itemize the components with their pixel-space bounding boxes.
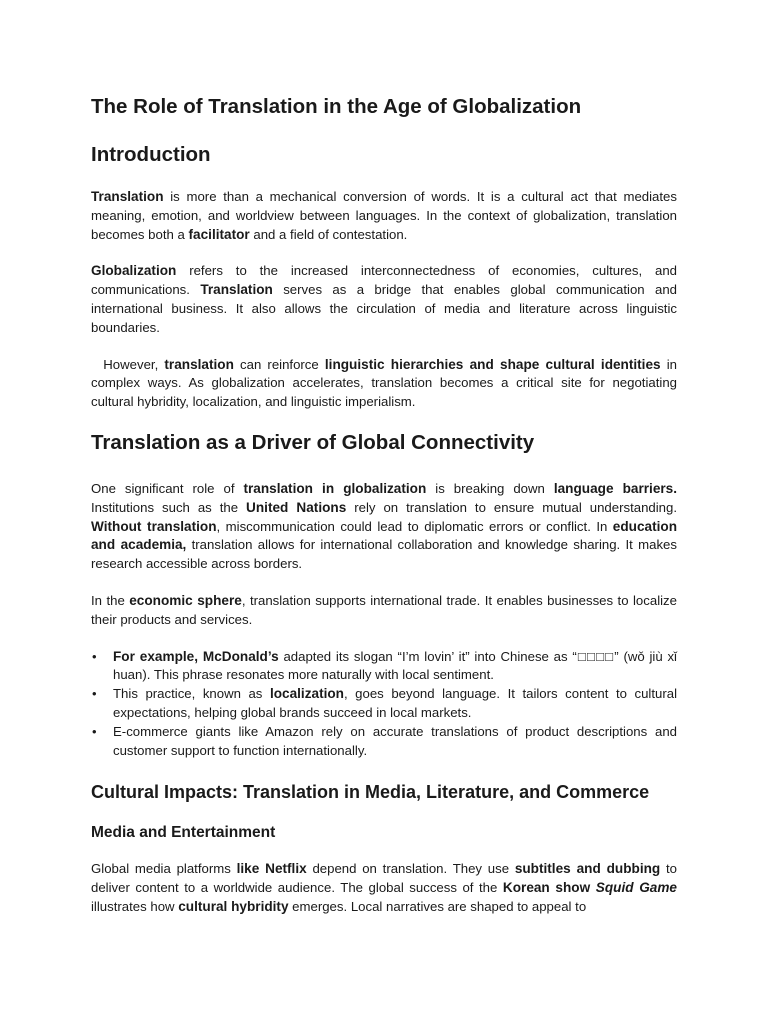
subheading-media-entertainment: Media and Entertainment [91,824,276,842]
paragraph-text: can reinforce [233,356,325,372]
bold-term: language barriers. [553,480,678,496]
bold-term: cultural hybridity [178,898,289,914]
bullet-icon: • [92,723,97,739]
list-item [92,685,677,723]
bold-term: translation [164,356,234,372]
list-item-text: E-commerce giants like Amazon rely on accurate translations of product descriptions and customer support to function internationally. [113,723,677,758]
section1-paragraph-1 [91,480,677,574]
bold-term: subtitles and dubbing [514,861,661,877]
bold-term: linguistic hierarchies and shape cultural identities [324,356,661,372]
list-item [92,648,677,686]
list-item [92,723,677,761]
paragraph-text: However, [91,356,165,372]
paragraph-text: is breaking down [426,480,554,496]
section2-paragraph-1 [91,860,677,916]
document-title: The Role of Translation in the Age of Globalization [91,95,582,118]
paragraph-text: in complex ways. As globalization accelerates, translation becomes a critical site for negotiating cultural hybridity, localization, and linguistic imperialism. [91,356,677,410]
paragraph-text: , miscommunication could lead to diplomatic errors or conflict. In [216,518,613,534]
paragraph-text: to deliver content to a worldwide audience. The global success of the [91,861,677,896]
section-heading-cultural-impacts: Cultural Impacts: Translation in Media, Literature, and Commerce [91,782,650,803]
paragraph-text: refers to the increased interconnectedness of economies, cultures, and communications. [91,263,677,298]
bold-term: localization [269,686,344,702]
paragraph-text: In the [91,592,130,608]
section1-paragraph-2 [91,592,677,630]
intro-paragraph-3 [91,356,677,412]
paragraph-text: , translation supports international trade. It enables businesses to localize their products and services. [91,592,677,627]
bold-term: Korean show [502,880,596,896]
bold-term: facilitator [188,226,250,242]
bold-term: Translation [200,282,273,298]
bold-term: For example, McDonald’s [113,648,279,664]
bullet-list [91,648,677,761]
intro-paragraph-1 [91,188,677,244]
bold-italic-term [596,880,677,895]
list-item-text: This practice, known as [113,686,270,702]
section-heading-global-connectivity: Translation as a Driver of Global Connectivity [91,430,535,454]
paragraph-text: and a field of contestation. [249,226,408,242]
paragraph-text: depend on translation. They use [306,861,515,877]
bold-term: Without translation [91,518,217,534]
paragraph-text: is more than a mechanical conversion of words. It is a cultural act that mediates meaning, emotion, and worldview between languages. In the context of globalization, translation becomes both a [91,189,677,242]
paragraph-text: Institutions such as the [91,499,247,515]
bold-term: like Netflix [236,861,307,877]
bold-term: translation in globalization [243,480,427,496]
bullet-icon: • [92,648,97,664]
bold-term: Globalization [91,263,177,279]
document-body [91,94,677,935]
list-item-text: , goes beyond language. It tailors content to cultural expectations, helping global brands succeed in local markets. [113,686,677,720]
show-title: Squid Game [595,880,677,896]
paragraph-text: emerges. Local narratives are shaped to appeal to [288,898,587,914]
introduction-heading: Introduction [91,143,211,166]
paragraph-text: One significant role of [91,480,244,496]
paragraph-text: rely on translation to ensure mutual understanding. [346,499,677,515]
bold-term: education and academia, [91,518,677,553]
paragraph-text: translation allows for international collaboration and knowledge sharing. It makes research accessible across borders. [91,537,677,572]
bullet-icon: • [92,686,97,702]
paragraph-text: Global media platforms [91,861,237,877]
paragraph-text: serves as a bridge that enables global communication and international business. It also allows the circulation of media and literature across linguistic boundaries. [91,282,678,335]
bold-term: Translation [91,189,164,204]
list-item-text: adapted its slogan “I’m lovin’ it” into Chinese as “□□□□” (wǒ jiù xǐ huan). This phrase resonates more naturally with local sentiment. [113,648,677,683]
intro-paragraph-2 [91,262,677,337]
bold-term: United Nations [246,499,347,515]
bold-term: economic sphere [129,592,242,608]
paragraph-text: illustrates how [91,898,179,914]
